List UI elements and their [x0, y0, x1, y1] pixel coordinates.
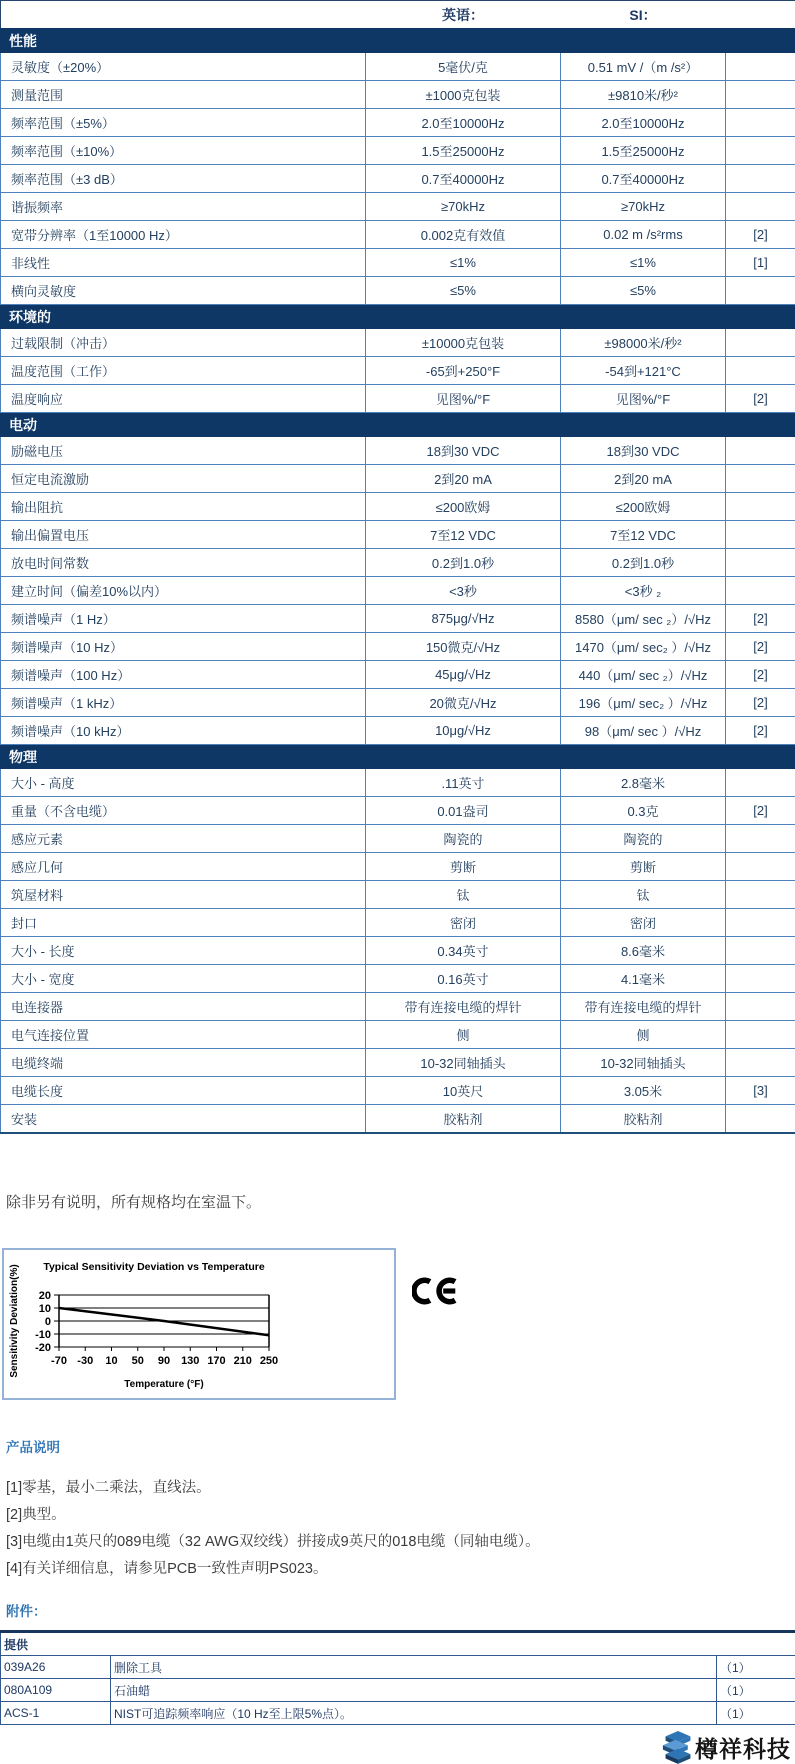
spec-english-cell: 侧	[366, 1021, 561, 1049]
spec-si-cell: ≤5%	[561, 277, 726, 305]
spec-row	[1, 717, 795, 745]
spec-note-cell	[726, 357, 795, 385]
spec-english-cell: -65到+250°F	[366, 357, 561, 385]
svg-text:-10: -10	[35, 1329, 51, 1341]
spec-english-cell: ≤5%	[366, 277, 561, 305]
spec-english-cell: 10英尺	[366, 1077, 561, 1105]
spec-english-cell: 20微克/√Hz	[366, 689, 561, 717]
spec-english-cell: 0.002克有效值	[366, 221, 561, 249]
sensitivity-chart-svg	[4, 1250, 390, 1394]
spec-si-cell: 7至12 VDC	[561, 521, 726, 549]
spec-note-cell	[726, 109, 795, 137]
section-header: 环境的	[1, 305, 795, 329]
spec-row	[1, 137, 795, 165]
logo-cube-icon	[662, 1730, 694, 1764]
spec-si-cell: 0.02 m /s²rms	[561, 221, 726, 249]
spec-note-cell	[726, 53, 795, 81]
header-si: SI：	[561, 1, 726, 29]
spec-label-cell: 励磁电压	[1, 437, 366, 465]
supplied-row	[1, 1656, 795, 1679]
spec-note-cell	[726, 965, 795, 993]
spec-si-cell: 见图%/°F	[561, 385, 726, 413]
spec-label-cell: 重量（不含电缆）	[1, 797, 366, 825]
spec-si-cell: 196（μm/ sec₂ ）/√Hz	[561, 689, 726, 717]
spec-row	[1, 109, 795, 137]
ce-mark-icon	[412, 1274, 466, 1313]
spec-si-cell: 剪断	[561, 853, 726, 881]
supplied-desc-cell: NIST可追踪频率响应（10 Hz至上限5%点）。	[111, 1702, 717, 1725]
spec-note-cell	[726, 165, 795, 193]
spec-row	[1, 965, 795, 993]
spec-row	[1, 329, 795, 357]
spec-row	[1, 165, 795, 193]
spec-note-cell	[726, 769, 795, 797]
spec-english-cell: 0.34英寸	[366, 937, 561, 965]
spec-si-cell: 440（μm/ sec ₂）/√Hz	[561, 661, 726, 689]
spec-note-cell	[726, 549, 795, 577]
spec-english-cell: 带有连接电缆的焊针	[366, 993, 561, 1021]
spec-row	[1, 797, 795, 825]
spec-note-cell	[726, 277, 795, 305]
spec-si-cell: 98（μm/ sec ）/√Hz	[561, 717, 726, 745]
spec-note-cell	[726, 329, 795, 357]
spec-english-cell: 10-32同轴插头	[366, 1049, 561, 1077]
spec-si-cell: <3秒 ₂	[561, 577, 726, 605]
spec-row	[1, 249, 795, 277]
svg-text:50: 50	[132, 1355, 144, 1367]
spec-si-cell: ±98000米/秒²	[561, 329, 726, 357]
spec-label-cell: 封口	[1, 909, 366, 937]
spec-note-cell	[726, 577, 795, 605]
spec-note-cell	[726, 493, 795, 521]
spec-row	[1, 493, 795, 521]
spec-note-cell: [2]	[726, 689, 795, 717]
svg-text:130: 130	[181, 1355, 199, 1367]
spec-label-cell: 感应元素	[1, 825, 366, 853]
product-notes	[0, 1480, 795, 1578]
spec-label-cell: 频谱噪声（10 Hz）	[1, 633, 366, 661]
room-temperature-note: 除非另有说明，所有规格均在室温下。	[6, 1191, 795, 1212]
spec-english-cell: 2到20 mA	[366, 465, 561, 493]
spec-row	[1, 53, 795, 81]
spec-label-cell: 非线性	[1, 249, 366, 277]
svg-text:210: 210	[234, 1355, 252, 1367]
product-note-line: [3]电缆由1英尺的089电缆（32 AWG双绞线）拼接成9英尺的018电缆（同轴电缆）。	[6, 1534, 795, 1551]
product-note-line: [1]零基，最小二乘法，直线法。	[6, 1480, 795, 1497]
spec-row	[1, 853, 795, 881]
section-header: 物理	[1, 745, 795, 769]
spec-si-cell: 4.1毫米	[561, 965, 726, 993]
spec-si-cell: 侧	[561, 1021, 726, 1049]
spec-label-cell: 输出偏置电压	[1, 521, 366, 549]
supplied-code-cell: 039A26	[1, 1656, 111, 1679]
spec-label-cell: 大小 - 高度	[1, 769, 366, 797]
spec-si-cell: -54到+121°C	[561, 357, 726, 385]
spec-english-cell: 18到30 VDC	[366, 437, 561, 465]
spec-note-cell	[726, 937, 795, 965]
spec-english-cell: 7至12 VDC	[366, 521, 561, 549]
sensitivity-chart	[2, 1248, 396, 1400]
spec-si-cell: 10-32同轴插头	[561, 1049, 726, 1077]
spec-label-cell: 频谱噪声（10 kHz）	[1, 717, 366, 745]
spec-row	[1, 1049, 795, 1077]
supplied-code-cell: ACS-1	[1, 1702, 111, 1725]
svg-text:Sensitivity Deviation(%): Sensitivity Deviation(%)	[9, 1264, 20, 1377]
spec-label-cell: 输出阻抗	[1, 493, 366, 521]
spec-row	[1, 357, 795, 385]
spec-si-cell: 陶瓷的	[561, 825, 726, 853]
svg-text:Temperature (°F): Temperature (°F)	[124, 1379, 203, 1390]
spec-note-cell	[726, 521, 795, 549]
spec-label-cell: 恒定电流激励	[1, 465, 366, 493]
spec-note-cell	[726, 193, 795, 221]
spec-row	[1, 549, 795, 577]
spec-label-cell: 频谱噪声（1 kHz）	[1, 689, 366, 717]
spec-label-cell: 横向灵敏度	[1, 277, 366, 305]
spec-english-cell: 45μg/√Hz	[366, 661, 561, 689]
spec-label-cell: 测量范围	[1, 81, 366, 109]
spec-row	[1, 385, 795, 413]
spec-label-cell: 放电时间常数	[1, 549, 366, 577]
spec-english-cell: 1.5至25000Hz	[366, 137, 561, 165]
svg-text:-20: -20	[35, 1342, 51, 1354]
spec-note-cell	[726, 1105, 795, 1134]
spec-si-cell: 18到30 VDC	[561, 437, 726, 465]
spec-row	[1, 993, 795, 1021]
spec-note-cell: [2]	[726, 633, 795, 661]
spec-note-cell	[726, 853, 795, 881]
spec-english-cell: 0.2到1.0秒	[366, 549, 561, 577]
spec-si-cell: 带有连接电缆的焊针	[561, 993, 726, 1021]
spec-si-cell: 1470（μm/ sec₂ ）/√Hz	[561, 633, 726, 661]
svg-text:-70: -70	[51, 1355, 67, 1367]
spec-table-header-row	[1, 1, 795, 29]
spec-note-cell: [2]	[726, 797, 795, 825]
supplied-row	[1, 1702, 795, 1725]
supplied-row	[1, 1679, 795, 1702]
spec-row	[1, 437, 795, 465]
spec-si-cell: ≤200欧姆	[561, 493, 726, 521]
spec-si-cell: 钛	[561, 881, 726, 909]
section-header: 电动	[1, 413, 795, 437]
spec-english-cell: 875μg/√Hz	[366, 605, 561, 633]
section-header: 性能	[1, 29, 795, 53]
spec-note-cell	[726, 137, 795, 165]
spec-si-cell: 2.0至10000Hz	[561, 109, 726, 137]
spec-english-cell: ±1000克包装	[366, 81, 561, 109]
spec-si-cell: 0.51 mV /（m /s²）	[561, 53, 726, 81]
spec-english-cell: 陶瓷的	[366, 825, 561, 853]
svg-text:10: 10	[39, 1303, 51, 1315]
spec-label-cell: 灵敏度（±20%）	[1, 53, 366, 81]
spec-english-cell: 剪断	[366, 853, 561, 881]
accessories-heading: 附件：	[6, 1600, 795, 1620]
spec-si-cell: ≥70kHz	[561, 193, 726, 221]
spec-si-cell: 0.7至40000Hz	[561, 165, 726, 193]
spec-english-cell: 10μg/√Hz	[366, 717, 561, 745]
spec-note-cell: [3]	[726, 1077, 795, 1105]
spec-english-cell: ≥70kHz	[366, 193, 561, 221]
spec-si-cell: 0.2到1.0秒	[561, 549, 726, 577]
spec-label-cell: 谐振频率	[1, 193, 366, 221]
header-notes-blank	[726, 1, 795, 29]
spec-row	[1, 81, 795, 109]
spec-english-cell: 0.16英寸	[366, 965, 561, 993]
svg-text:250: 250	[260, 1355, 278, 1367]
spec-label-cell: 频率范围（±3 dB）	[1, 165, 366, 193]
supplied-header-row	[1, 1632, 795, 1656]
spec-label-cell: 筑屋材料	[1, 881, 366, 909]
spec-row	[1, 465, 795, 493]
logo-text: 樽祥科技	[695, 1731, 791, 1764]
spec-label-cell: 频率范围（±5%）	[1, 109, 366, 137]
spec-english-cell: ±10000克包装	[366, 329, 561, 357]
supplied-title: 提供	[1, 1632, 795, 1656]
spec-row	[1, 909, 795, 937]
spec-note-cell	[726, 81, 795, 109]
product-note-line: [4]有关详细信息，请参见PCB一致性声明PS023。	[6, 1561, 795, 1578]
spec-label-cell: 频谱噪声（100 Hz）	[1, 661, 366, 689]
supplied-qty-cell: （1）	[717, 1656, 795, 1679]
spec-label-cell: 过载限制（冲击）	[1, 329, 366, 357]
spec-english-cell: 0.01盎司	[366, 797, 561, 825]
supplied-qty-cell: （1）	[717, 1679, 795, 1702]
spec-row	[1, 661, 795, 689]
spec-english-cell: ≤1%	[366, 249, 561, 277]
supplied-code-cell: 080A109	[1, 1679, 111, 1702]
spec-note-cell	[726, 825, 795, 853]
spec-english-cell: .11英寸	[366, 769, 561, 797]
spec-english-cell: 2.0至10000Hz	[366, 109, 561, 137]
spec-row	[1, 633, 795, 661]
spec-english-cell: ≤200欧姆	[366, 493, 561, 521]
spec-row	[1, 1105, 795, 1134]
spec-english-cell: 0.7至40000Hz	[366, 165, 561, 193]
spec-row	[1, 769, 795, 797]
spec-si-cell: ±9810米/秒²	[561, 81, 726, 109]
spec-english-cell: 密闭	[366, 909, 561, 937]
spec-row	[1, 521, 795, 549]
svg-text:Typical Sensitivity Deviation: Typical Sensitivity Deviation vs Temperature	[43, 1261, 265, 1273]
spec-english-cell: 见图%/°F	[366, 385, 561, 413]
svg-text:170: 170	[207, 1355, 225, 1367]
spec-row	[1, 1021, 795, 1049]
spec-english-cell: 5毫伏/克	[366, 53, 561, 81]
spec-english-cell: 150微克/√Hz	[366, 633, 561, 661]
spec-english-cell: 胶粘剂	[366, 1105, 561, 1134]
spec-note-cell	[726, 1049, 795, 1077]
product-note-line: [2]典型。	[6, 1507, 795, 1524]
spec-english-cell: <3秒	[366, 577, 561, 605]
svg-text:-30: -30	[77, 1355, 93, 1367]
spec-row	[1, 1077, 795, 1105]
spec-label-cell: 建立时间（偏差10%以内）	[1, 577, 366, 605]
spec-si-cell: 2.8毫米	[561, 769, 726, 797]
spec-note-cell: [2]	[726, 717, 795, 745]
spec-note-cell	[726, 909, 795, 937]
spec-row	[1, 221, 795, 249]
spec-si-cell: 密闭	[561, 909, 726, 937]
spec-si-cell: 3.05米	[561, 1077, 726, 1105]
spec-english-cell: 钛	[366, 881, 561, 909]
spec-row	[1, 577, 795, 605]
spec-row	[1, 825, 795, 853]
header-blank	[1, 1, 366, 29]
spec-row	[1, 605, 795, 633]
spec-row	[1, 937, 795, 965]
supplied-table-body	[1, 1632, 795, 1725]
spec-label-cell: 大小 - 宽度	[1, 965, 366, 993]
spec-label-cell: 感应几何	[1, 853, 366, 881]
spec-label-cell: 安装	[1, 1105, 366, 1134]
spec-note-cell: [1]	[726, 249, 795, 277]
supplied-desc-cell: 石油蜡	[111, 1679, 717, 1702]
spec-si-cell: 0.3克	[561, 797, 726, 825]
spec-label-cell: 温度响应	[1, 385, 366, 413]
supplied-desc-cell: 删除工具	[111, 1656, 717, 1679]
spec-note-cell	[726, 1021, 795, 1049]
svg-text:90: 90	[158, 1355, 170, 1367]
svg-text:0: 0	[45, 1316, 51, 1328]
header-english: 英语：	[366, 1, 561, 29]
supplied-qty-cell: （1）	[717, 1702, 795, 1725]
chart-row	[0, 1248, 795, 1400]
spec-row	[1, 881, 795, 909]
svg-text:10: 10	[105, 1355, 117, 1367]
spec-label-cell: 电缆终端	[1, 1049, 366, 1077]
spec-note-cell: [2]	[726, 385, 795, 413]
svg-text:20: 20	[39, 1290, 51, 1302]
spec-si-cell: 8580（μm/ sec ₂）/√Hz	[561, 605, 726, 633]
spec-label-cell: 电连接器	[1, 993, 366, 1021]
spec-si-cell: 胶粘剂	[561, 1105, 726, 1134]
spec-si-cell: 2到20 mA	[561, 465, 726, 493]
spec-label-cell: 频谱噪声（1 Hz）	[1, 605, 366, 633]
spec-note-cell: [2]	[726, 605, 795, 633]
spec-note-cell: [2]	[726, 661, 795, 689]
spec-table-body	[1, 1, 795, 1134]
spec-si-cell: ≤1%	[561, 249, 726, 277]
spec-row	[1, 193, 795, 221]
spec-note-cell	[726, 465, 795, 493]
spec-row	[1, 277, 795, 305]
spec-label-cell: 温度范围（工作）	[1, 357, 366, 385]
spec-si-cell: 1.5至25000Hz	[561, 137, 726, 165]
vendor-logo	[0, 1730, 795, 1764]
spec-si-cell: 8.6毫米	[561, 937, 726, 965]
spec-note-cell: [2]	[726, 221, 795, 249]
supplied-table	[0, 1630, 795, 1725]
spec-note-cell	[726, 437, 795, 465]
spec-label-cell: 大小 - 长度	[1, 937, 366, 965]
spec-note-cell	[726, 993, 795, 1021]
spec-label-cell: 频率范围（±10%）	[1, 137, 366, 165]
spec-label-cell: 宽带分辨率（1至10000 Hz）	[1, 221, 366, 249]
spec-row	[1, 689, 795, 717]
spec-note-cell	[726, 881, 795, 909]
product-notes-title: 产品说明	[6, 1436, 795, 1456]
spec-label-cell: 电缆长度	[1, 1077, 366, 1105]
spec-label-cell: 电气连接位置	[1, 1021, 366, 1049]
